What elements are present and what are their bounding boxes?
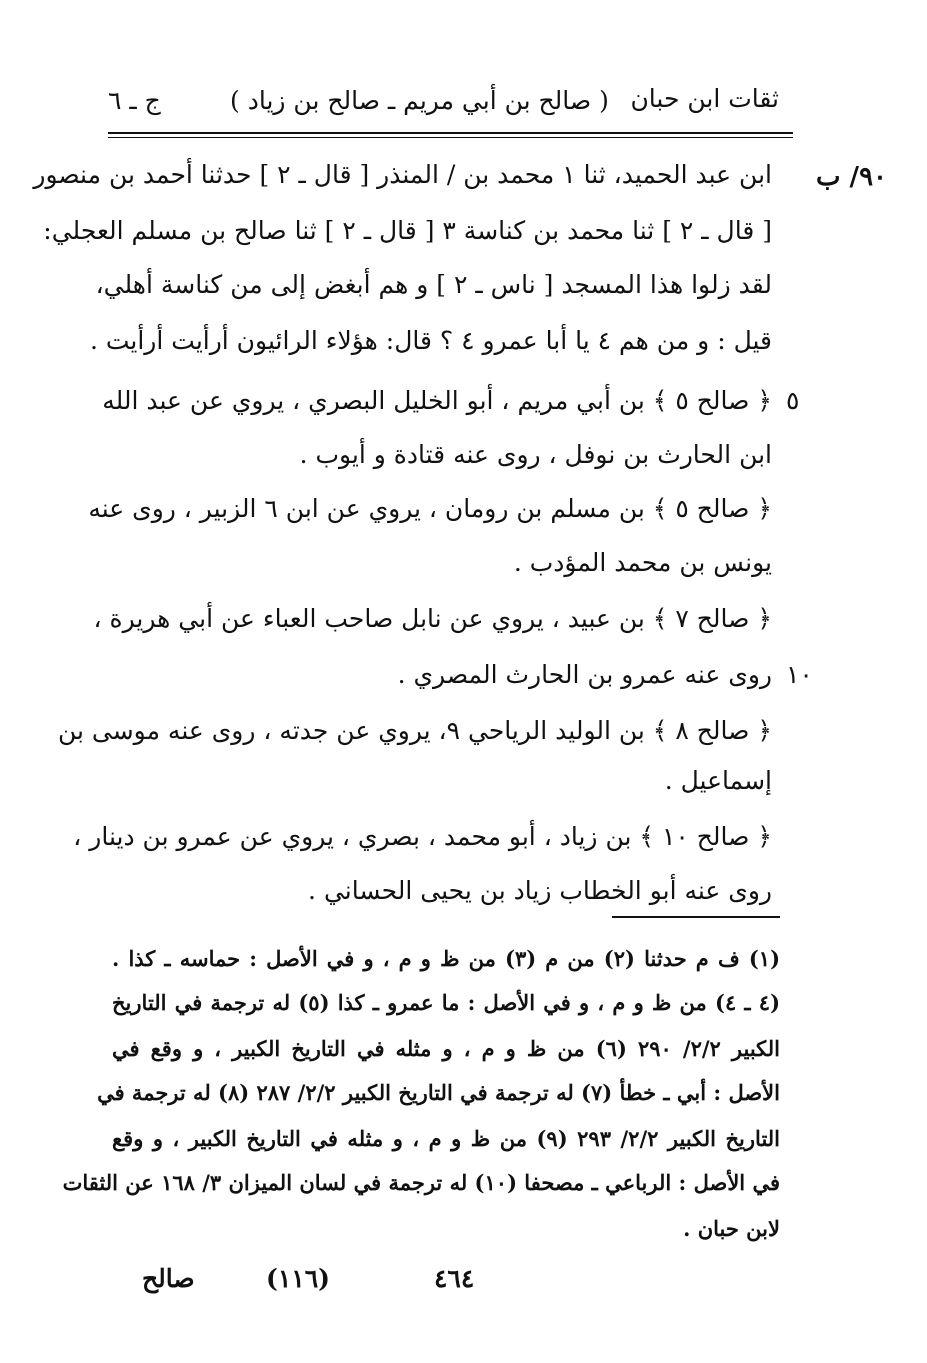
body-line: قيل : و من هم ٤ يا أبا عمرو ٤ ؟ قال: هؤلاء الرائيون أرأيت أرأيت . [89, 326, 772, 355]
footnote-line: التاريخ الكبير ٢/٢/ ٢٩٣ (٩) من ظ و م ، و مثله في التاريخ الكبير ، و وقع [112, 1126, 781, 1151]
volume-label: ج ـ ٦ [108, 86, 161, 115]
body-line: ﴿ صالح ٧ ﴾ بن عبيد ، يروي عن نابل صاحب العباء عن أبي هريرة ، [93, 604, 772, 633]
footnote-line: (١) ف م حدثنا (٢) من م (٣) من ظ و م ، و في الأصل : حماسه ـ كذا . [112, 946, 780, 971]
header-rule-thin [108, 137, 793, 138]
body-line: ﴿ صالح ٨ ﴾ بن الوليد الرياحي ٩، يروي عن جدته ، روى عنه موسى بن [57, 716, 772, 745]
footnote-line: الأصل : أبي ـ خطأ (٧) له ترجمة في التاريخ الكبير ٢/٢/ ٢٨٧ (٨) له ترجمة في [97, 1080, 780, 1105]
line-number-10: ١٠ [786, 660, 813, 689]
body-line: ﴿ صالح ٥ ﴾ بن مسلم بن رومان ، يروي عن ابن ٦ الزبير ، روى عنه [88, 494, 772, 523]
body-line: إسماعيل . [664, 766, 772, 795]
body-line: ابن عبد الحميد، ثنا ١ محمد بن / المنذر [ قال ـ ٢ ] حدثنا أحمد بن منصور [33, 160, 772, 189]
body-line: ﴿ صالح ١٠ ﴾ بن زياد ، أبو محمد ، بصري ، يروي عن عمرو بن دينار ، [73, 822, 772, 851]
folio-marker: ٩٠/ ب [816, 162, 887, 192]
footnote-line: في الأصل : الرباعي ـ مصحفا (١٠) له ترجمة في لسان الميزان ٣/ ١٦٨ عن الثقات [62, 1170, 780, 1195]
book-title: ثقات ابن حبان [630, 84, 779, 113]
running-title: ( صالح بن أبي مريم ـ صالح بن زياد ) [230, 86, 609, 115]
catchword: صالح [142, 1264, 195, 1293]
body-line: ابن الحارث بن نوفل ، روى عنه قتادة و أيوب . [299, 440, 772, 469]
footnote-rule [612, 916, 780, 918]
header-rule [108, 132, 793, 134]
body-line: روى عنه عمرو بن الحارث المصري . [397, 660, 772, 689]
body-line: [ قال ـ ٢ ] ثنا محمد بن كناسة ٣ [ قال ـ ٢ ] ثنا صالح بن مسلم العجلي: [43, 216, 772, 245]
footnote-line: لابن حبان . [683, 1216, 780, 1241]
body-line: يونس بن محمد المؤدب . [513, 548, 772, 577]
body-line: روى عنه أبو الخطاب زياد بن يحيى الحساني . [308, 876, 772, 905]
body-line: لقد زلوا هذا المسجد [ ناس ـ ٢ ] و هم أبغض إلى من كناسة أهلي، [95, 270, 772, 299]
line-number-5: ٥ [786, 386, 800, 415]
footnote-line: الكبير ٢/٢/ ٢٩٠ (٦) من ظ و م ، و مثله في التاريخ الكبير ، و وقع في [112, 1036, 781, 1061]
footnote-line: (٤ ـ ٤) من ظ و م ، و في الأصل : ما عمرو ـ كذا (٥) له ترجمة في التاريخ [112, 990, 781, 1015]
section-number: (١١٦) [266, 1264, 330, 1293]
body-line: ﴿ صالح ٥ ﴾ بن أبي مريم ، أبو الخليل البصري ، يروي عن عبد الله [102, 386, 772, 415]
page-number: ٤٦٤ [434, 1264, 475, 1293]
